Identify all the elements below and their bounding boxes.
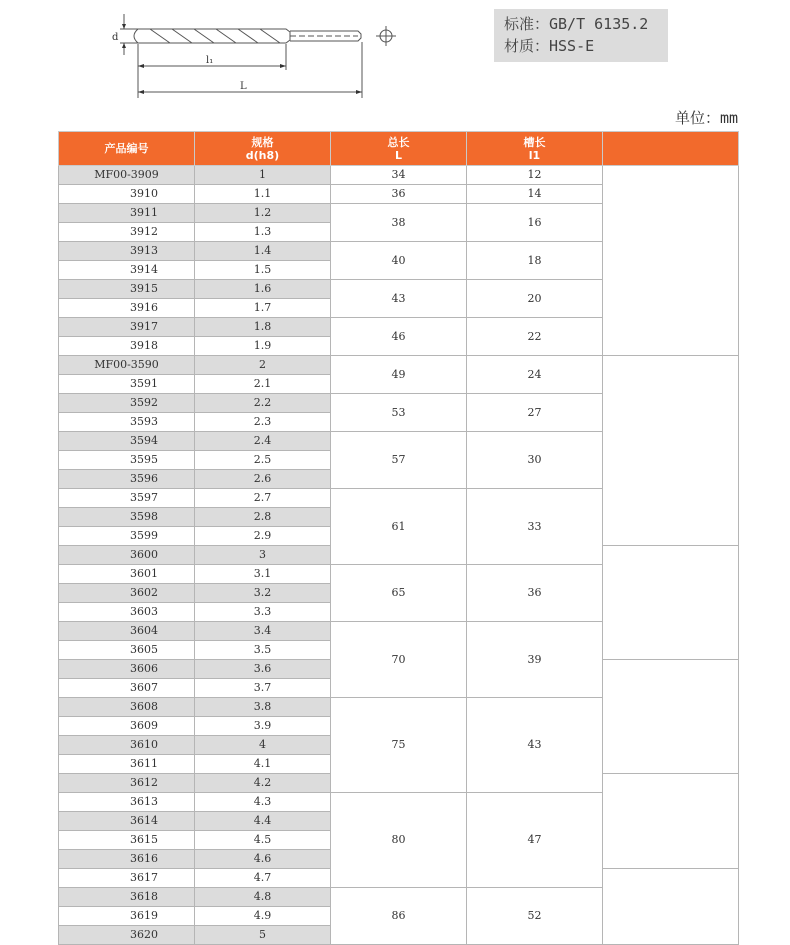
flute-length-cell: 22 (467, 318, 603, 356)
flute-length-cell: 14 (467, 185, 603, 204)
product-code-cell: 3915 (59, 280, 195, 299)
table-row (59, 166, 739, 185)
diameter-cell: 1.9 (195, 337, 331, 356)
diameter-cell: 2.8 (195, 508, 331, 527)
diameter-cell: 1.2 (195, 204, 331, 223)
diameter-cell: 1.5 (195, 261, 331, 280)
total-length-cell: 40 (331, 242, 467, 280)
flute-length-cell: 24 (467, 356, 603, 394)
product-code-cell: 3592 (59, 394, 195, 413)
product-code-cell: 3593 (59, 413, 195, 432)
product-code-cell: 3619 (59, 907, 195, 926)
flute-length-cell: 39 (467, 622, 603, 698)
product-code-cell: 3610 (59, 736, 195, 755)
product-code-cell: 3602 (59, 584, 195, 603)
blank-cell (603, 869, 739, 945)
diagram-label-l1: l₁ (206, 55, 214, 66)
product-code-cell: 3608 (59, 698, 195, 717)
diameter-cell: 2.2 (195, 394, 331, 413)
header-blank (603, 132, 739, 166)
product-code-cell: 3911 (59, 204, 195, 223)
total-length-cell: 61 (331, 489, 467, 565)
product-code-cell: 3918 (59, 337, 195, 356)
product-code-cell: 3616 (59, 850, 195, 869)
product-code-cell: 3607 (59, 679, 195, 698)
product-code-cell: 3612 (59, 774, 195, 793)
diameter-cell: 2.3 (195, 413, 331, 432)
diameter-cell: 3.6 (195, 660, 331, 679)
blank-cell (603, 660, 739, 774)
table-header-row (59, 132, 739, 166)
total-length-cell: 36 (331, 185, 467, 204)
diameter-cell: 3.2 (195, 584, 331, 603)
flute-length-cell: 27 (467, 394, 603, 432)
flute-length-cell: 52 (467, 888, 603, 945)
flute-length-cell: 47 (467, 793, 603, 888)
product-code-cell: 3617 (59, 869, 195, 888)
diameter-cell: 3.5 (195, 641, 331, 660)
product-code-cell: 3618 (59, 888, 195, 907)
total-length-cell: 57 (331, 432, 467, 489)
standard-line: 标准：GB/T 6135.2 (504, 15, 649, 33)
diameter-cell: 2.1 (195, 375, 331, 394)
header-flute-length: 槽长 l1 (467, 132, 603, 166)
product-code-cell: 3603 (59, 603, 195, 622)
product-code-cell: 3615 (59, 831, 195, 850)
diameter-cell: 3.9 (195, 717, 331, 736)
diameter-cell: 1.8 (195, 318, 331, 337)
product-code-cell: 3594 (59, 432, 195, 451)
diameter-cell: 4.4 (195, 812, 331, 831)
product-code-cell: 3600 (59, 546, 195, 565)
diameter-cell: 1 (195, 166, 331, 185)
product-code-cell: 3611 (59, 755, 195, 774)
total-length-cell: 43 (331, 280, 467, 318)
blank-cell (603, 166, 739, 356)
diameter-cell: 4.9 (195, 907, 331, 926)
product-code-cell: MF00-3909 (59, 166, 195, 185)
drill-spec-table (58, 131, 739, 945)
flute-length-cell: 43 (467, 698, 603, 793)
product-code-cell: 3591 (59, 375, 195, 394)
total-length-cell: 53 (331, 394, 467, 432)
product-code-cell: 3598 (59, 508, 195, 527)
diameter-cell: 1.6 (195, 280, 331, 299)
diameter-cell: 4 (195, 736, 331, 755)
drill-dimension-diagram (0, 0, 420, 110)
diameter-cell: 1.1 (195, 185, 331, 204)
diagram-label-L: L (240, 81, 247, 92)
diameter-cell: 4.7 (195, 869, 331, 888)
total-length-cell: 65 (331, 565, 467, 622)
flute-length-cell: 16 (467, 204, 603, 242)
standard-info-box (494, 9, 668, 62)
diameter-cell: 4.5 (195, 831, 331, 850)
diameter-cell: 4.6 (195, 850, 331, 869)
blank-cell (603, 546, 739, 660)
product-code-cell: 3606 (59, 660, 195, 679)
product-code-cell: 3917 (59, 318, 195, 337)
header-total-length: 总长 L (331, 132, 467, 166)
product-code-cell: 3912 (59, 223, 195, 242)
diagram-label-d: d (112, 32, 119, 43)
header-product-code: 产品编号 (59, 132, 195, 166)
table-row (59, 356, 739, 375)
flute-length-cell: 18 (467, 242, 603, 280)
total-length-cell: 70 (331, 622, 467, 698)
diameter-cell: 2.4 (195, 432, 331, 451)
product-code-cell: MF00-3590 (59, 356, 195, 375)
product-code-cell: 3604 (59, 622, 195, 641)
diameter-cell: 4.2 (195, 774, 331, 793)
product-code-cell: 3599 (59, 527, 195, 546)
flute-length-cell: 12 (467, 166, 603, 185)
diameter-cell: 4.8 (195, 888, 331, 907)
diameter-cell: 1.7 (195, 299, 331, 318)
unit-label: 单位：mm (674, 109, 738, 127)
diameter-cell: 2 (195, 356, 331, 375)
diameter-cell: 3.3 (195, 603, 331, 622)
product-code-cell: 3595 (59, 451, 195, 470)
product-code-cell: 3609 (59, 717, 195, 736)
product-code-cell: 3614 (59, 812, 195, 831)
header-diameter: 规格 d(h8) (195, 132, 331, 166)
product-code-cell: 3910 (59, 185, 195, 204)
diameter-cell: 2.7 (195, 489, 331, 508)
flute-length-cell: 36 (467, 565, 603, 622)
product-code-cell: 3913 (59, 242, 195, 261)
total-length-cell: 49 (331, 356, 467, 394)
flute-length-cell: 30 (467, 432, 603, 489)
diameter-cell: 2.9 (195, 527, 331, 546)
diameter-cell: 2.5 (195, 451, 331, 470)
diameter-cell: 1.4 (195, 242, 331, 261)
product-code-cell: 3601 (59, 565, 195, 584)
blank-cell (603, 774, 739, 869)
diameter-cell: 3.4 (195, 622, 331, 641)
total-length-cell: 38 (331, 204, 467, 242)
diameter-cell: 4.3 (195, 793, 331, 812)
diameter-cell: 3 (195, 546, 331, 565)
diameter-cell: 1.3 (195, 223, 331, 242)
diameter-cell: 3.8 (195, 698, 331, 717)
total-length-cell: 34 (331, 166, 467, 185)
diameter-cell: 4.1 (195, 755, 331, 774)
flute-length-cell: 33 (467, 489, 603, 565)
diameter-cell: 5 (195, 926, 331, 945)
product-code-cell: 3914 (59, 261, 195, 280)
product-code-cell: 3596 (59, 470, 195, 489)
product-code-cell: 3620 (59, 926, 195, 945)
total-length-cell: 46 (331, 318, 467, 356)
product-code-cell: 3605 (59, 641, 195, 660)
diameter-cell: 2.6 (195, 470, 331, 489)
material-line: 材质：HSS-E (504, 37, 595, 55)
blank-cell (603, 356, 739, 546)
total-length-cell: 75 (331, 698, 467, 793)
product-code-cell: 3597 (59, 489, 195, 508)
diameter-cell: 3.7 (195, 679, 331, 698)
product-code-cell: 3916 (59, 299, 195, 318)
diameter-cell: 3.1 (195, 565, 331, 584)
total-length-cell: 80 (331, 793, 467, 888)
product-code-cell: 3613 (59, 793, 195, 812)
total-length-cell: 86 (331, 888, 467, 945)
flute-length-cell: 20 (467, 280, 603, 318)
